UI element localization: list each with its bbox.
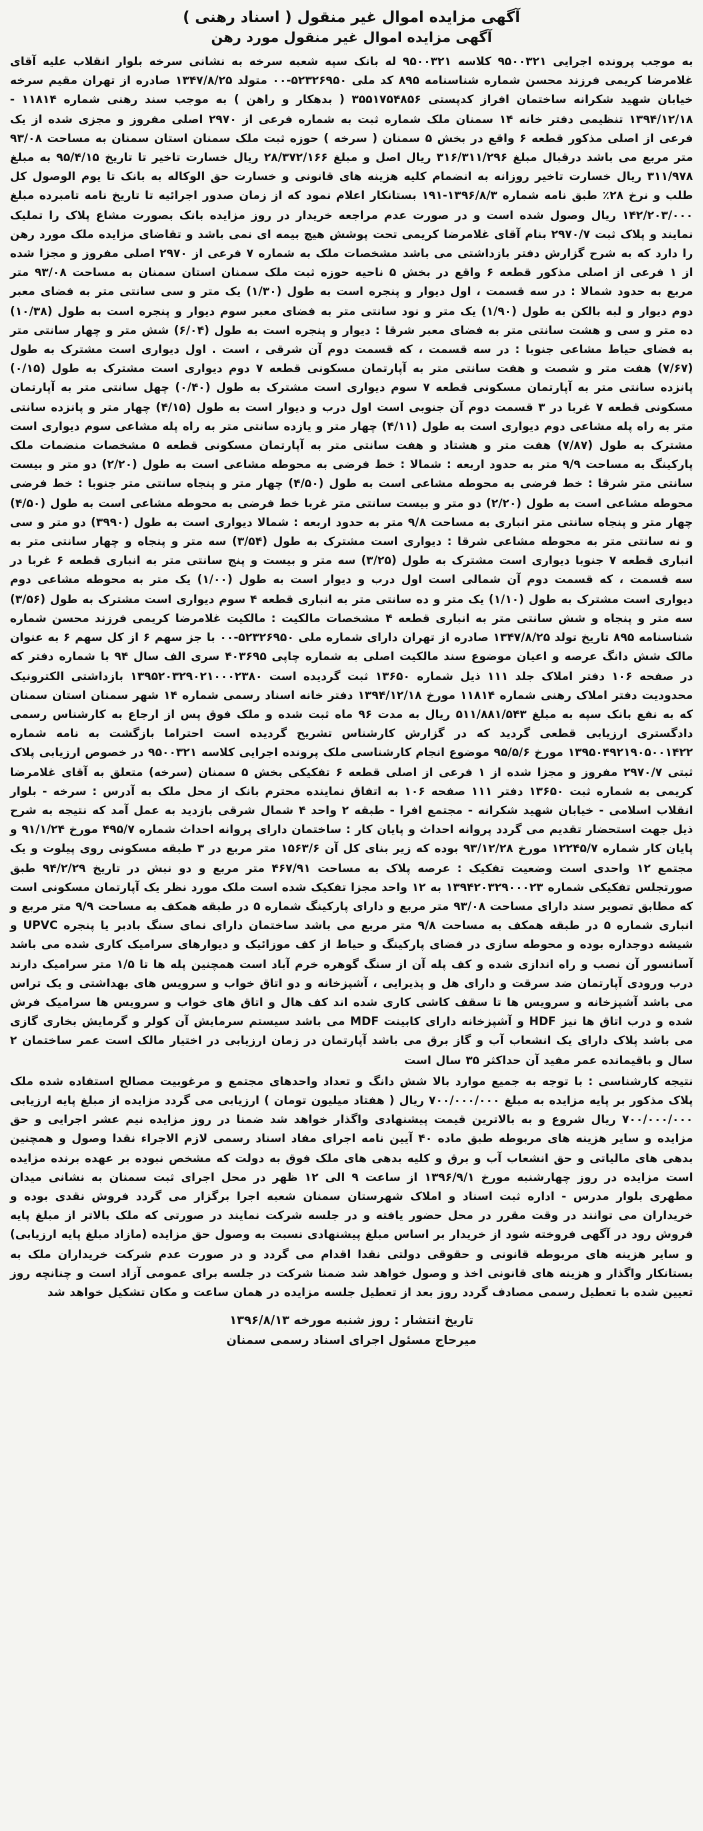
- notice-conclusion-paragraph: نتیجه کارشناسی : با توجه به جمیع موارد بالا شش دانگ و تعداد واحدهای مجتمع و مرغوبیت مصالح استفاده شده ملک پلاک مذکور بر پایه مزایده به مبلغ ۷۰۰/۰۰۰/۰۰۰ ریال ( هفتاد میلیون تومان ) ارزیابی می گردد مزایده از مبلغ پایه ارزیابی ۷۰۰/۰۰۰/۰۰۰ ریال شروع و به بالاترین قیمت پیشنهادی واگذار خواهد شد ضمنا در روز مزایده نیم عشر اجرایی و حق مزایده و سایر هزینه های مربوطه طبق ماده ۴۰ آیین نامه اجرای مفاد اسناد رسمی لازم الاجراء نقدا وصول و همچنین بدهی های مالیاتی و حق انشعاب آب و برق و کلیه بدهی های ملک فوق به دولت که مشخص نبوده بر عهده برنده مزایده است مزایده در روز چهارشنبه مورخ ۱۳۹۶/۹/۱ از ساعت ۹ الی ۱۲ ظهر در محل اجرای ثبت سمنان به نشانی میدان مطهری بلوار مدرس - اداره ثبت اسناد و املاک شهرستان سمنان شعبه اجرا برگزار می گردد فروش نقدی بوده و خریداران می توانند در وقت مقرر در محل حضور یافته و در جلسه شرکت نمایند در صورتی که ملک بالاتر از مبلغ پایه فروش رود در آگهی فروخته شود از خریدار بر اساس مبلغ پیشنهادی نسبت به وصول حق مزایده (مازاد مبلغ پایه ارزیابی) و سایر هزینه های مربوطه قانونی و حقوقی دولتی نقدا اقدام می گردد و در صورت عدم شرکت خریداران ملک به بستانکار واگذار و هزینه های قانونی اخذ و وصول خواهد شد ضمنا شرکت در جلسه برای عمومی آزاد است و چنانچه روز تعیین شده با تعطیل رسمی مصادف گردد روز بعد از تعطیل جلسه مزایده در همان ساعت و مکان تشکیل خواهد شد: [10, 1073, 693, 1299]
- signature-line: میرحاج مسئول اجرای اسناد رسمی سمنان: [226, 1333, 477, 1348]
- publication-date: تاریخ انتشار : روز شنبه مورخه ۱۳۹۶/۸/۱۳: [229, 1313, 474, 1328]
- notice-footer: [10, 1310, 693, 1350]
- notice-body-paragraph: به موجب پرونده اجرایی ۹۵۰۰۳۲۱ کلاسه ۹۵۰۰۳۲۱ له بانک سپه شعبه سرخه به نشانی سرخه بلوار انقلاب علیه آقای غلامرضا کریمی فرزند محسن شماره شناسنامه ۸۹۵ کد ملی ۵۲۳۲۶۹۵۰-۰۰ متولد ۱۳۴۷/۸/۲۵ صادره از تهران مقیم سرخه خیابان شهید شکرانه ساختمان افراز کدپستی ۳۵۵۱۷۵۴۸۵۶ ( بدهکار و راهن ) به موجب سند رهنی شماره ۱۱۸۱۴ - ۱۳۹۴/۱۲/۱۸ تنظیمی دفتر خانه ۱۴ سمنان ملک شماره ثبت به شماره فرعی از ۲۹۷۰ اصلی مفروز و مجزی شده از یک فرعی از اصلی مذکور قطعه ۶ واقع در بخش ۵ سمنان ( سرخه ) حوزه ثبت ملک سمنان استان سمنان به مساحت ۹۳/۰۸ متر مربع می باشد درقبال مبلغ ۳۱۶/۳۱۱/۲۹۶ ریال اصل و مبلغ ۲۸/۳۷۲/۱۶۶ ریال خسارت تاخیر تا تاریخ ۹۵/۴/۱۵ به مبلغ ۳۱۱/۹۷۸ ریال خسارت تاخیر روزانه به انضمام کلیه هزینه های قانونی و خسارت حق الوکاله به بانک تا یوم الوصول کل طلب و نرخ ۲۸٪ طبق نامه شماره ۱۳۹۶/۸/۳-۱۹۱ بستانکار اعلام نمود که از زمان صدور اجرائیه تا تاریخ نامه تامبرده مبلغ ۱۴۲/۲۰۳/۰۰۰ ریال وصول شده است و در صورت عدم مراجعه خریدار در روز مزایده بانک بصورت مشاع پلاک را تملیک نمایند و پلاک ثبت ۲۹۷۰/۷ بنام آقای غلامرضا کریمی تحت پوشش هیچ بیمه ای نمی باشد و تقاضای مزایده ملک مورد رهن را دارد که به شرح گزارش دفتر بازداشتی می باشد مشخصات ملک به شماره ۷ فرعی از ۲۹۷۰ اصلی مفروز و مجزا شده از ۱ فرعی از اصلی مذکور قطعه ۶ واقع در بخش ۵ ناحیه حوزه ثبت ملک سمنان استان سمنان به مساحت ۹۳/۰۸ متر مربع به حدود شمالا : در سه قسمت ، اول دیوار و پنجره است به طول (۱/۳۰) یک متر و سی سانتی متر به فضای معبر دوم دیوار و لبه بالکن به طول (۱/۹۰) یک متر و نود سانتی متر به فضای معبر سوم دیوار و پنجره است به طول (۱۰/۳۸) ده متر و سی و هشت سانتی متر به فضای معبر شرقا : دیوار و پنجره است به طول (۶/۰۴) شش متر و چهار سانتی متر به فضای حیاط مشاعی جنوبا : در سه قسمت ، که قسمت دوم آن شرقی ، است . اول دیواری است مشترک به طول (۷/۶۷) هفت متر و شصت و هفت سانتی متر به آپارتمان مسکونی قطعه ۷ دوم دیواری است مشترک به طول (۰/۱۵) پانزده سانتی متر به آپارتمان مسکونی قطعه ۷ سوم دیواری است مشترک به طول (۰/۴۰) چهل سانتی متر به آپارتمان مسکونی قطعه ۷ غربا در ۳ قسمت دوم آن جنوبی است اول درب و دیوار است به طول (۴/۱۵) چهار متر و پانزده سانتی متر به راه پله مشاعی دوم دیواری است به طول (۴/۱۱) چهار متر و یازده سانتی متر به راه پله مشاعی سوم دیواری است مشترک به طول (۷/۸۷) هفت متر و هشتاد و هفت سانتی متر به آپارتمان مسکونی قطعه ۵ مشخصات منضمات ملک پارکینگ به مساحت ۹/۹ متر به حدود اربعه : شمالا : خط فرضی به محوطه مشاعی است به طول (۲/۲۰) دو متر و بیست سانتی متر شرقا : خط فرضی به محوطه مشاعی است به طول (۴/۵۰) چهار متر و پنجاه سانتی متر جنوبا : خط فرضی محوطه مشاعی است به طول (۲/۲۰) دو متر و بیست سانتی متر غربا خط فرضی به محوطه مشاعی است به طول (۴/۵۰) چهار متر و پنجاه سانتی متر انباری به مساحت ۹/۸ متر به حدود اربعه : شمالا دیواری است به طول (۳۹۹۰) دو متر و سی و نه سانتی متر به محوطه مشاعی شرقا : دیواری است مشترک به طول (۳/۵۴) سه متر و پنجاه و چهار سانتی متر به انباری قطعه ۷ جنوبا دیواری است مشترک به طول (۳/۲۵) سه متر و بیست و پنج سانتی متر به انباری قطعه ۶ غربا در سه قسمت ، که قسمت دوم آن شمالی است اول درب و دیوار است به طول (۱/۰۰) یک متر به محوطه مشاعی دوم دیواری است مشترک به طول (۱/۱۰) یک متر و ده سانتی متر به انباری قطعه ۴ سوم دیواری است مشترک به طول (۳/۵۶) سه متر و پنجاه و شش سانتی متر به انباری قطعه ۴ مشخصات مالکیت : مالکیت غلامرضا کریمی فرزند محسن شماره شناسنامه ۸۹۵ تاریخ تولد ۱۳۴۷/۸/۲۵ صادره از تهران دارای شماره ملی ۵۲۳۲۶۹۵۰-۰۰ با جز سهم ۶ از کل سهم ۶ به عنوان مالک شش دانگ عرصه و اعیان موضوع سند مالکیت اصلی به شماره چاپی ۴۰۳۶۹۵ سری الف سال ۹۴ با شماره دفتر که در صفحه ۱۰۶ دفتر املاک جلد ۱۱۱ ذیل شماره ۱۳۶۵۰ ثبت گردیده است ۱۳۹۵۲۰۳۲۹۰۲۱۰۰۰۲۳۸۰ بازداشتی الکترونیک محدودیت دفتر املاک رهنی شماره ۱۱۸۱۴ مورخ ۱۳۹۴/۱۲/۱۸ دفتر خانه اسناد رسمی شماره ۱۴ شهر سمنان استان سمنان که به نفع بانک سپه به مبلغ ۵۱۱/۸۸۱/۵۴۳ ریال به مدت ۹۶ ماه ثبت شده و ملک فوق پس از ارجاع به کارشناس رسمی دادگستری ارزیابی قطعی گردید که در گزارش کارشناس تشریح گردیده است احتراما بازگشت به نامه شماره ۱۳۹۵۰۴۹۲۱۹۰۵۰۰۱۴۲۲ مورخ ۹۵/۵/۶ موضوع انجام کارشناسی ملک پرونده اجرایی کلاسه ۹۵۰۰۳۲۱ در خصوص ارزیابی پلاک ثبتی ۲۹۷۰/۷ مفروز و مجزا شده از ۱ فرعی از اصلی قطعه ۶ تفکیکی بخش ۵ سمنان (سرخه) متعلق به آقای غلامرضا کریمی به شماره ثبت ۱۳۶۵۰ دفتر ۱۱۱ صفحه ۱۰۶ به اتفاق نماینده محترم بانک از محل ملک به آدرس : سرخه - بلوار انقلاب اسلامی - خیابان شهید شکرانه - مجتمع افرا - طبقه ۲ واحد ۴ شمال شرقی بازدید به عمل آمد که نتیجه به شرح ذیل جهت استحضار تقدیم می گردد پروانه احداث و پایان کار : ساختمان دارای پروانه احداث شماره ۴۹۵/۷ مورخ ۹۱/۱/۲۴ و پایان کار شماره ۱۲۲۴۵/۷ مورخ ۹۳/۱۲/۲۸ بوده که زیر بنای کل آن ۱۵۶۳/۶ متر مربع در ۳ طبقه مسکونی روی پیلوت و یک مجتمع ۱۲ واحدی است وضعیت تفکیک : عرصه پلاک به مساحت ۴۶۷/۹۱ متر مربع و دو نبش در تاریخ ۹۴/۲/۲۹ طبق صورتجلس تفکیکی شماره ۱۳۹۴۲۰۳۲۹۰۰۰۲۳ به ۱۲ واحد مجزا تفکیک شده است ملک مورد نظر یک آپارتمان مسکونی است که مطابق تصویر سند دارای مساحت ۹۳/۰۸ متر مربع و دارای پارکینگ شماره ۵ در طبقه همکف به مساحت ۹/۹ متر مربع و انباری شماره ۵ در طبقه همکف به مساحت ۹/۸ متر مربع می باشد ساختمان دارای نمای سنگ بادبر یا پنجره UPVC و شیشه دوجداره بوده و محوطه سازی در فضای پارکینگ و حیاط از کف موزائیک و دیوارهای سرامیک کاری شده می باشد آسانسور آن نصب و راه اندازی شده و کف پله آن از سنگ گوهره خرم آباد است همچنین پله ها تا ۱/۵ متر سرامیک دارند درب ورودی آپارتمان ضد سرقت و دارای هل و پذیرایی ، آشپزخانه و دو اتاق خواب و سرویس های بهداشتی و یک تراس می باشد آشپزخانه و سرویس ها تا سقف کاشی کاری شده اند کف هال و اتاق های خواب و سرویس ها سرامیک فرش شده و درب اتاق ها نیز HDF و آشپزخانه دارای کابینت MDF می باشد سیستم سرمایش آن کولر و گرمایش بخاری گازی می باشد پلاک دارای یک انشعاب آب و گاز برق می باشد آپارتمان در زمان ارزیابی در اختیار مالک است عمر ساختمان ۲ سال و باقیمانده عمر مفید آن حداکثر ۳۵ سال است: [10, 54, 694, 1067]
- notice-title: آگهی مزایده اموال غیر منقول ( اسناد رهنی ): [182, 8, 521, 26]
- notice-subtitle: آگهی مزایده اموال غیر منقول مورد رهن: [211, 30, 492, 46]
